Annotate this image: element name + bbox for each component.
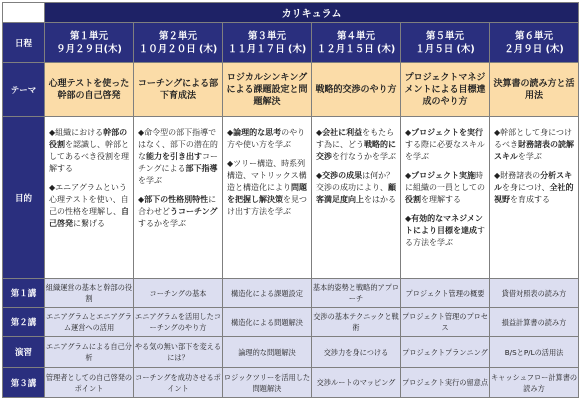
purpose-emphasis: 問題を把握し解決策	[227, 183, 307, 204]
unit-date: １０月２０日 (木)	[138, 43, 218, 55]
purpose-text: ◆	[405, 171, 412, 180]
unit-date: １２月１５日 (木)	[316, 43, 396, 55]
unit-header-1	[45, 23, 134, 63]
lesson3-cell: 交渉ルートのマッピング	[312, 368, 401, 398]
purpose-bullet	[138, 194, 218, 230]
purpose-text: するかを学ぶ	[138, 219, 186, 228]
theme-cell: コーチングによる部下育成法	[134, 63, 223, 117]
purpose-cell	[312, 117, 401, 279]
unit-header-2	[134, 23, 223, 63]
purpose-text: ◆	[316, 128, 323, 137]
lesson3-cell: ロジックツリーを活用した問題解決	[223, 368, 312, 398]
unit-date: ２月９日 (木)	[504, 43, 564, 55]
row-label-lesson1: 第１講	[3, 279, 45, 308]
theme-cell: 心理テストを使った幹部の自己啓発	[45, 63, 134, 117]
exercise-cell: プロジェクトプランニング	[401, 337, 490, 368]
unit-date: ９月２９日(木)	[56, 43, 122, 55]
purpose-bullet	[227, 127, 307, 151]
purpose-text: に繋げる	[73, 219, 105, 228]
purpose-cell	[401, 117, 490, 279]
purpose-emphasis: 能力を引き出す	[146, 152, 202, 161]
lesson1-cell: 貸借対照表の読み方	[490, 279, 579, 308]
purpose-text: ◆	[405, 128, 412, 137]
purpose-text: を行なうかを学ぶ	[332, 152, 396, 161]
purpose-text: を理解する	[421, 195, 461, 204]
exercise-cell: やる気の無い部下を変えるには？	[134, 337, 223, 368]
purpose-emphasis: プロジェクト実施	[411, 171, 475, 180]
purpose-bullet	[316, 127, 396, 163]
purpose-bullet	[405, 127, 485, 163]
lesson2-cell: エニアグラムとエニアグラム運営への活用	[45, 308, 134, 337]
purpose-text: を育成する	[510, 195, 550, 204]
purpose-text: ◆財務諸表の	[494, 171, 541, 180]
purpose-bullet	[49, 182, 129, 230]
exercise-cell: 論理的な問題解決	[223, 337, 312, 368]
purpose-emphasis: 部下の性格別特性	[144, 195, 209, 204]
purpose-bullet	[494, 127, 574, 163]
lesson2-cell: エニアグラムを活用したコーチングのやり方	[134, 308, 223, 337]
row-label-schedule: 日程	[3, 23, 45, 63]
purpose-text: ◆幹部として身につけるべき	[494, 128, 572, 149]
purpose-bullet	[49, 127, 129, 175]
lesson3-cell: 管理者としての自己啓発のポイント	[45, 368, 134, 398]
row-label-purpose: 目的	[3, 117, 45, 279]
exercise-cell: B/SとP/Lの活用法	[490, 337, 579, 368]
purpose-emphasis: 役割	[405, 195, 421, 204]
purpose-text: ◆組織における	[49, 128, 104, 137]
purpose-emphasis: 有効的なマネジメントにより目標を達成	[405, 214, 483, 235]
row-label-lesson3: 第３講	[3, 368, 45, 398]
purpose-text: する際に必要なスキルを学ぶ	[405, 140, 485, 161]
purpose-emphasis: 自己啓発	[49, 207, 129, 228]
purpose-emphasis: うコーチング	[170, 207, 218, 216]
row-label-exercise: 演習	[3, 337, 45, 368]
purpose-text: ◆ツリー構造、時系列構造、マトリックス構造と構造化により	[227, 159, 307, 192]
curriculum-title: カリキュラム	[45, 3, 579, 23]
lesson1-cell: プロジェクト管理の概要	[401, 279, 490, 308]
purpose-emphasis: 会社に利益	[322, 128, 363, 137]
purpose-cell	[490, 117, 579, 279]
lesson3-cell: コーチングを成功させるポイント	[134, 368, 223, 398]
purpose-bullet	[227, 158, 307, 218]
purpose-cell	[134, 117, 223, 279]
purpose-text: ◆	[316, 171, 323, 180]
unit-name: 第５単元	[425, 30, 464, 42]
purpose-emphasis: 分析スキル	[494, 171, 573, 192]
unit-date: １月５日 (木)	[415, 43, 475, 55]
unit-name: 第４単元	[336, 30, 375, 42]
purpose-text: コーチングによる	[138, 152, 218, 173]
theme-cell: 決算書の読み方と活用法	[490, 63, 579, 117]
theme-cell: プロジェクトマネジメントによる目標達成のやり方	[401, 63, 490, 117]
purpose-text: は何か？交渉の成功により、	[316, 171, 395, 192]
purpose-text: ◆命令型の部下指導ではなく、部下の潜在的な	[138, 128, 218, 161]
purpose-bullet	[138, 127, 218, 187]
purpose-text: する方法を学ぶ	[405, 226, 485, 247]
purpose-bullet	[316, 170, 396, 206]
exercise-cell: 交渉力を身につける	[312, 337, 401, 368]
purpose-emphasis: 幹部の役割	[49, 128, 128, 149]
lesson3-cell: プロジェクト実行の留意点	[401, 368, 490, 398]
curriculum-table	[2, 2, 579, 398]
lesson1-cell: コーチングの基本	[134, 279, 223, 308]
lesson1-cell: 構造化による課題設定	[223, 279, 312, 308]
row-label-lesson2: 第２講	[3, 308, 45, 337]
purpose-emphasis: 論理的な思考	[233, 128, 282, 137]
purpose-text: をもたらす為に、どう	[316, 128, 395, 149]
lesson3-cell: キャッシュフロー計算書の読み方	[490, 368, 579, 398]
purpose-bullet	[494, 170, 574, 206]
purpose-text: ◆エニアグラムという心理テストを使い、自己の性格を理解し、	[49, 183, 129, 216]
purpose-text: ◆	[227, 128, 234, 137]
lesson2-cell: 損益計算書の読み方	[490, 308, 579, 337]
purpose-cell	[45, 117, 134, 279]
lesson2-cell: 構造化による問題解決	[223, 308, 312, 337]
purpose-text: をはかる	[364, 195, 396, 204]
purpose-emphasis: プロジェクトを実行	[411, 128, 483, 137]
lesson2-cell: プロジェクト管理のプロセス	[401, 308, 490, 337]
unit-name: 第６単元	[515, 30, 554, 42]
unit-name: 第１単元	[69, 30, 108, 42]
purpose-text: ◆	[405, 214, 412, 223]
purpose-emphasis: 戦略的に交渉	[316, 140, 396, 161]
purpose-cell	[223, 117, 312, 279]
theme-cell: ロジカルシンキングによる課題設定と問題解決	[223, 63, 312, 117]
purpose-emphasis: 部下指導	[185, 164, 218, 173]
purpose-text: を見つけ出す方法を学ぶ	[227, 195, 307, 216]
unit-header-3	[223, 23, 312, 63]
unit-header-6	[490, 23, 579, 63]
unit-name: 第２単元	[158, 30, 197, 42]
lesson1-cell: 基本的姿勢と戦略的アプローチ	[312, 279, 401, 308]
unit-name: 第３単元	[247, 30, 286, 42]
purpose-text: を学ぶ	[138, 176, 162, 185]
purpose-text: の	[281, 128, 290, 137]
exercise-cell: エニアグラムによる自己分析	[45, 337, 134, 368]
lesson1-cell: 組織運営の基本と幹部の役割	[45, 279, 134, 308]
purpose-emphasis: 全社的視野	[494, 183, 574, 204]
unit-date: １１月１７日 (木)	[227, 43, 307, 55]
purpose-text: に合わせど	[138, 195, 217, 216]
purpose-text: ◆	[138, 195, 145, 204]
purpose-text: を認識し、幹部としてあるべき役割を理解する	[49, 140, 129, 173]
lesson2-cell: 交渉の基本テクニックと戦術	[312, 308, 401, 337]
purpose-bullet	[405, 170, 485, 206]
title-corner-cell	[3, 3, 45, 23]
theme-cell: 戦略的交渉のやり方	[312, 63, 401, 117]
purpose-text: を身につけ、	[502, 183, 550, 192]
row-label-theme: テーマ	[3, 63, 45, 117]
purpose-bullet	[405, 213, 485, 249]
purpose-text: を学ぶ	[517, 152, 542, 161]
purpose-emphasis: 交渉の成果	[322, 171, 363, 180]
purpose-emphasis: 顧客満足度向上	[316, 183, 396, 204]
purpose-emphasis: 財務諸表の読解スキル	[494, 140, 574, 161]
unit-header-4	[312, 23, 401, 63]
purpose-text: やり方や使い方を学ぶ	[227, 128, 306, 149]
unit-header-5	[401, 23, 490, 63]
purpose-text: 時に組織の一員としての	[405, 171, 485, 192]
